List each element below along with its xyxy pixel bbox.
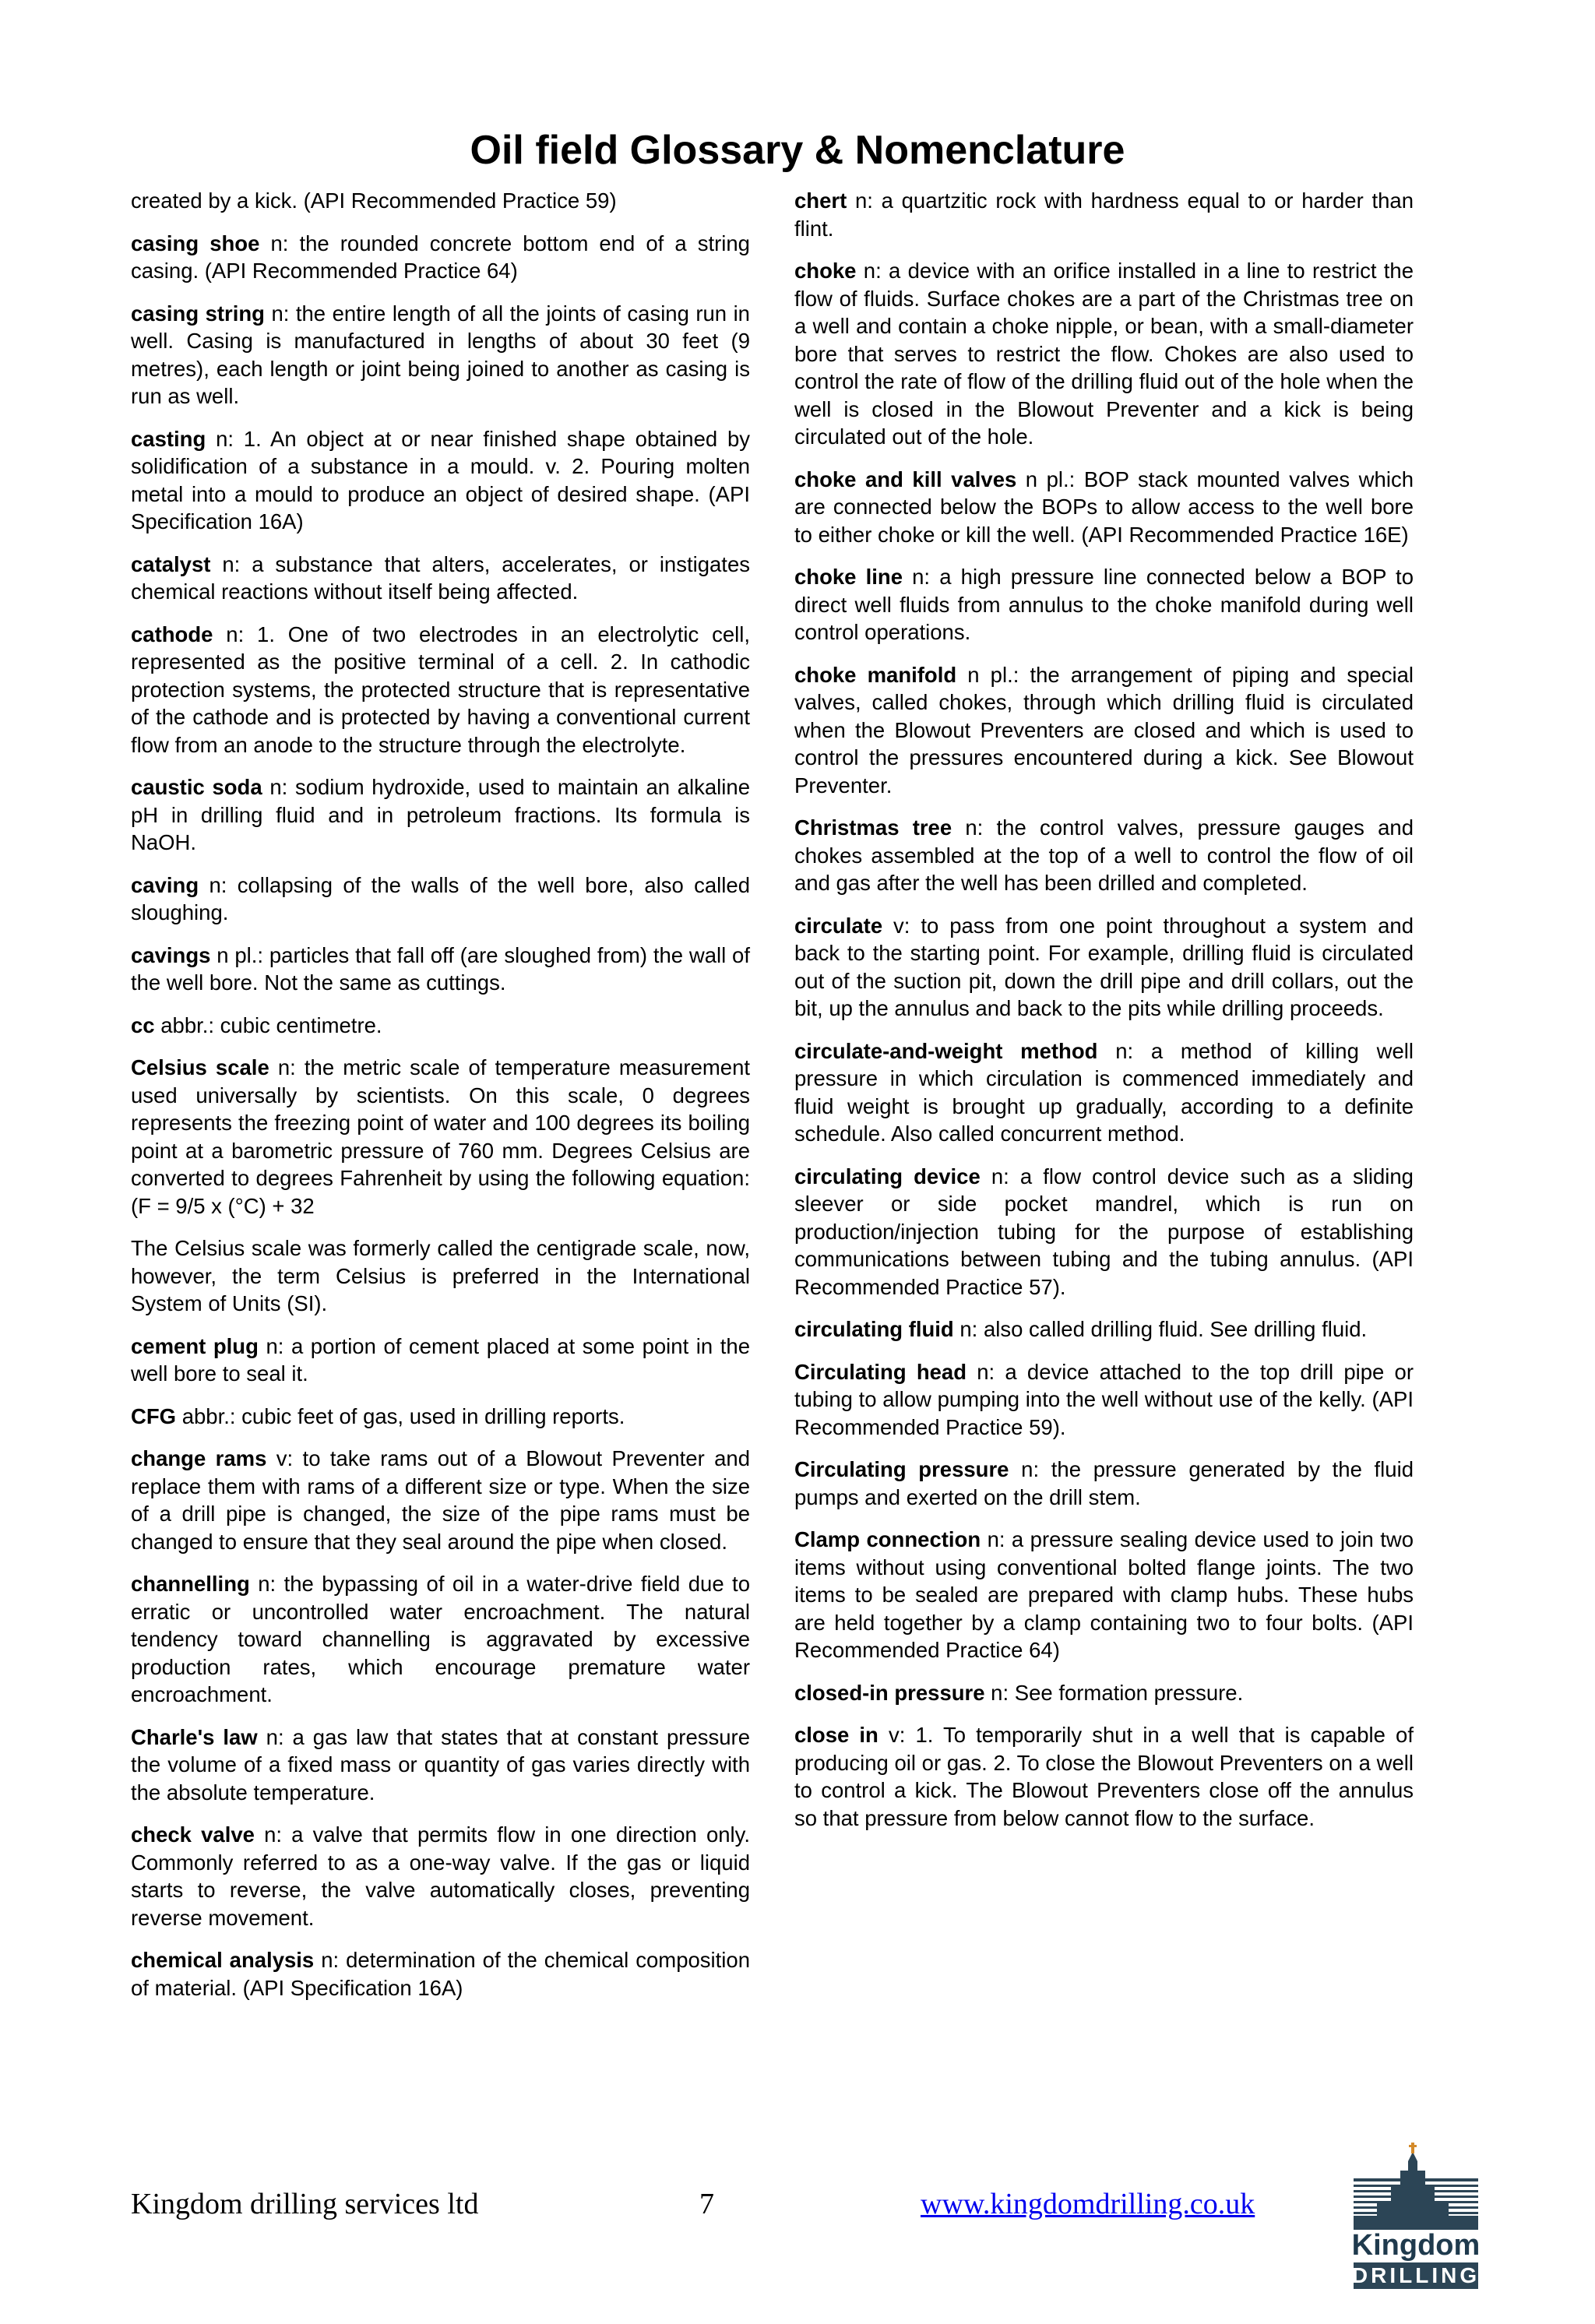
glossary-definition: n pl.: particles that fall off (are sloughed from) the wall of the well bore. Not the same as cuttings. [131,942,750,995]
glossary-definition: n: a method of killing well pressure in which circulation is commenced immediately and fluid weight is brought up gradually, according to a definite schedule. Also called concurrent method. [794,1038,1414,1146]
glossary-term: choke manifold [794,662,957,687]
glossary-term: choke [794,259,857,283]
glossary-definition: n: a valve that permits flow in one direction only. Commonly referred to as a one-way valve. If the gas or liquid starts to reverse, the valve automatically closes, preventing reverse movement. [131,1822,750,1930]
glossary-entry [131,872,750,927]
glossary-term: caving [131,872,199,897]
glossary-definition: n: a high pressure line connected below a BOP to direct well fluids from annulus to the choke manifold during well control operations. [794,565,1414,644]
glossary-entry [794,1721,1414,1832]
glossary-entry [794,257,1414,451]
glossary-term: chemical analysis [131,1948,315,1972]
glossary-definition: abbr.: cubic centimetre. [154,1012,382,1037]
glossary-entry [794,1315,1414,1343]
glossary-entry [131,1570,750,1709]
glossary-column-right [794,187,1414,1847]
glossary-entry [131,425,750,536]
glossary-entry [794,1456,1414,1511]
glossary-entry [794,661,1414,800]
glossary-entry [794,187,1414,242]
glossary-term: cement plug [131,1333,259,1358]
kingdom-drilling-logo [1346,2138,1486,2294]
glossary-definition: n: a gas law that states that at constant pressure the volume of a fixed mass or quantity of gas varies directly with the absolute temperature. [131,1724,750,1805]
glossary-definition: n: also called drilling fluid. See drilling fluid. [953,1317,1368,1341]
glossary-definition: n: determination of the chemical composition of material. (API Specification 16A) [131,1948,750,2000]
logo-word-drilling: DRILLING [1351,2263,1481,2287]
glossary-definition: n: the rounded concrete bottom end of a string casing. (API Recommended Practice 64) [131,231,750,283]
glossary-entry [794,912,1414,1023]
glossary-term: circulate [794,913,883,938]
glossary-definition: n: a device with an orifice installed in a line to restrict the flow of fluids. Surface chokes are a part of the Christmas tree on a well and contain a choke nipple, or bean, with a small-diameter bore that serves to restrict the flow. Chokes are also used to control the rate of flow of the drilling fluid out of the hole when the well is closed in the Blowout Preventer and a kick is being circulated out of the hole. [794,259,1414,449]
glossary-term: change rams [131,1446,267,1470]
glossary-definition: n: the bypassing of oil in a water-drive field due to erratic or uncontrolled water encroachment. The natural tendency toward channelling is aggravated by excessive production rates, which encourage premature water encroachment. [131,1572,750,1706]
glossary-definition: n: a pressure sealing device used to join two items without using conventional bolted flange joints. The two items to be sealed are prepared with clamp hubs. These hubs are held together by a clamp containing two to four bolts. (API Recommended Practice 64) [794,1527,1414,1662]
glossary-entry [794,1679,1414,1707]
footer-website-link[interactable]: www.kingdomdrilling.co.uk [921,2188,1255,2220]
glossary-term: casing string [131,301,265,326]
glossary-entry [131,1445,750,1555]
glossary-definition: n: sodium hydroxide, used to maintain an alkaline pH in drilling fluid and in petroleum fractions. Its formula is NaOH. [131,775,750,854]
glossary-term: Circulating pressure [794,1457,1009,1481]
glossary-definition: abbr.: cubic feet of gas, used in drilling reports. [176,1403,625,1428]
glossary-term: catalyst [131,551,211,576]
glossary-entry [131,1234,750,1318]
glossary-term: cavings [131,942,211,967]
glossary-definition: n: the control valves, pressure gauges and chokes assembled at the top of a well to control the flow of oil and gas after the well has been drilled and completed. [794,815,1414,895]
glossary-term: caustic soda [131,775,262,799]
glossary-term: Clamp connection [794,1527,981,1551]
glossary-term: cathode [131,621,213,646]
glossary-term: check valve [131,1822,255,1847]
glossary-term: close in [794,1723,878,1747]
church-tower-icon [1354,2143,1478,2230]
glossary-term: cc [131,1012,155,1037]
glossary-entry [131,1724,750,1807]
glossary-entry [131,1333,750,1388]
glossary-definition: n: 1. One of two electrodes in an electrolytic cell, represented as the positive terminal of a cell. 2. In cathodic protection systems, the protected structure that is representative of the cathode and is protected by having a conventional current flow from an anode to the structure through the electrolyte. [131,621,750,757]
glossary-term: Christmas tree [794,815,952,840]
glossary-entry [794,814,1414,897]
glossary-term: CFG [131,1403,177,1428]
glossary-term: circulate-and-weight method [794,1038,1098,1063]
glossary-definition: n: the metric scale of temperature measurement used universally by scientists. On this scale, 0 degrees represents the freezing point of water and 100 degrees its boiling point at a barometric pressure of 760 mm. Degrees Celsius are converted to degrees Fahrenheit by using the following equation: (F = 9/5 x (°C) + 32 [131,1055,750,1218]
glossary-entry [131,621,750,759]
glossary-definition: n: collapsing of the walls of the well bore, also called sloughing. [131,872,750,924]
glossary-entry [131,942,750,997]
glossary-term: Celsius scale [131,1055,269,1079]
glossary-entry [131,551,750,606]
glossary-definition: n: See formation pressure. [984,1680,1244,1705]
glossary-definition: The Celsius scale was formerly called the centigrade scale, now, however, the term Celsius is preferred in the International System of Units (SI). [131,1236,750,1315]
glossary-definition: n: a flow control device such as a sliding sleever or side pocket mandrel, which is run on production/injection tubing for the purpose of establishing communications between tubing and the tubing annulus. (API Recommended Practice 57). [794,1164,1414,1299]
glossary-entry [131,1946,750,2002]
glossary-definition: n: a substance that alters, accelerates, or instigates chemical reactions without itself being affected. [131,551,750,604]
glossary-definition: n pl.: BOP stack mounted valves which are connected below the BOPs to allow access to the well bore to either choke or kill the well. (API Recommended Practice 16E) [794,467,1414,547]
glossary-term: choke line [794,565,903,589]
glossary-entry [794,1037,1414,1148]
glossary-entry [131,1821,750,1931]
glossary-definition: n: the entire length of all the joints of casing run in well. Casing is manufactured in lengths of about 30 feet (9 metres), each length or joint being joined to another as casing is run as well. [131,301,750,408]
glossary-definition: v: to take rams out of a Blowout Preventer and replace them with rams of a different size or type. When the size of a drill pipe is changed, the size of the pipe rams must be changed to ensure that they seal around the pipe when closed. [131,1446,750,1554]
glossary-entry [794,563,1414,646]
glossary-column-left [131,187,750,2016]
glossary-definition: n: a quartzitic rock with hardness equal to or harder than flint. [794,188,1414,241]
glossary-entry [131,230,750,285]
page-number: 7 [699,2188,714,2220]
glossary-definition: n: a portion of cement placed at some point in the well bore to seal it. [131,1333,750,1386]
glossary-term: casing shoe [131,231,260,255]
glossary-definition: created by a kick. (API Recommended Practice 59) [131,188,617,213]
glossary-entry [131,1054,750,1220]
glossary-definition: n: 1. An object at or near finished shape obtained by solidification of a substance in a mould. v. 2. Pouring molten metal into a mould to produce an object of desired shape. (API Specification 16A) [131,426,750,533]
glossary-entry [794,1526,1414,1664]
glossary-term: chert [794,188,847,213]
glossary-term: casting [131,426,206,451]
glossary-term: Charle's law [131,1724,258,1749]
logo-word-kingdom: Kingdom [1351,2229,1481,2262]
glossary-entry [131,300,750,410]
glossary-definition: v: to pass from one point throughout a system and back to the starting point. For example, drilling fluid is circulated out of the suction pit, down the drill pipe and drill collars, out the bit, up the annulus and back to the pits while drilling proceeds. [794,913,1414,1020]
glossary-term: circulating device [794,1164,981,1188]
glossary-entry [794,1163,1414,1301]
glossary-term: choke and kill valves [794,467,1017,491]
glossary-entry [794,1358,1414,1442]
glossary-entry [131,1012,750,1040]
glossary-entry [131,187,750,215]
glossary-definition: v: 1. To temporarily shut in a well that is capable of producing oil or gas. 2. To close the Blowout Preventers on a well to control a kick. The Blowout Preventers close off the annulus so that pressure from below cannot flow to the surface. [794,1723,1414,1830]
glossary-term: closed-in pressure [794,1680,985,1705]
glossary-definition: n pl.: the arrangement of piping and special valves, called chokes, through which drilling fluid is circulated when the Blowout Preventers are closed and which is used to control the pressures encountered during a kick. See Blowout Preventer. [794,662,1414,798]
glossary-term: channelling [131,1572,250,1596]
glossary-entry [131,1403,750,1431]
glossary-term: Circulating head [794,1359,967,1384]
glossary-definition: n: the pressure generated by the fluid pumps and exerted on the drill stem. [794,1457,1414,1509]
glossary-entry [131,773,750,857]
glossary-definition: n: a device attached to the top drill pipe or tubing to allow pumping into the well without use of the kelly. (API Recommended Practice 59). [794,1359,1414,1439]
page-title: Oil field Glossary & Nomenclature [470,128,1125,173]
footer-company: Kingdom drilling services ltd [131,2188,479,2220]
glossary-entry [794,466,1414,549]
glossary-term: circulating fluid [794,1317,954,1341]
